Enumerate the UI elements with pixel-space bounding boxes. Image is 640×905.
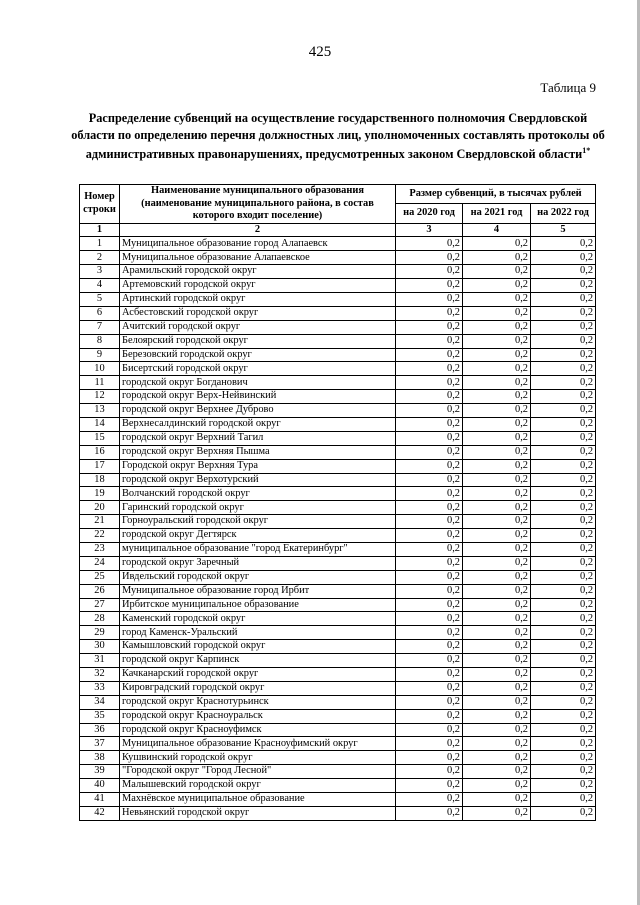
municipality-cell: Кировградский городской округ: [120, 681, 396, 695]
value-2022-cell: 0,2: [531, 251, 596, 265]
row-number-cell: 37: [80, 737, 120, 751]
row-number-cell: 28: [80, 612, 120, 626]
table-row: [80, 459, 596, 473]
page-number: 425: [308, 44, 332, 60]
value-2022-cell: 0,2: [531, 487, 596, 501]
value-2020-cell: 0,2: [396, 737, 463, 751]
header-subvention: Размер субвенций, в тысячах рублей: [396, 185, 596, 204]
table-row: [80, 529, 596, 543]
title-text: Распределение субвенций на осуществление государственного полномочия Свердловской области по определению перечня должностных лиц, уполномоченных составлять протоколы об административных правонарушениях, предусмотренных законом Свердловской области: [71, 111, 605, 162]
value-2022-cell: 0,2: [531, 348, 596, 362]
value-2021-cell: 0,2: [463, 251, 531, 265]
row-number-cell: 2: [80, 251, 120, 265]
value-2020-cell: 0,2: [396, 487, 463, 501]
row-number-cell: 31: [80, 654, 120, 668]
value-2021-cell: 0,2: [463, 390, 531, 404]
row-number-cell: 21: [80, 515, 120, 529]
value-2021-cell: 0,2: [463, 431, 531, 445]
row-number-cell: 17: [80, 459, 120, 473]
municipality-cell: Ачитский городской округ: [120, 320, 396, 334]
row-number-cell: 32: [80, 668, 120, 682]
value-2022-cell: 0,2: [531, 265, 596, 279]
row-number-cell: 6: [80, 306, 120, 320]
value-2021-cell: 0,2: [463, 459, 531, 473]
value-2021-cell: 0,2: [463, 265, 531, 279]
value-2022-cell: 0,2: [531, 417, 596, 431]
value-2020-cell: 0,2: [396, 390, 463, 404]
table-row: [80, 487, 596, 501]
table-row: [80, 501, 596, 515]
row-number-cell: 9: [80, 348, 120, 362]
table-row: [80, 445, 596, 459]
municipality-cell: Махнёвское муниципальное образование: [120, 793, 396, 807]
table-row: [80, 417, 596, 431]
value-2020-cell: 0,2: [396, 306, 463, 320]
header-year-2021: на 2021 год: [463, 204, 531, 223]
municipality-cell: Кушвинский городской округ: [120, 751, 396, 765]
municipality-cell: Арамильский городской округ: [120, 265, 396, 279]
value-2022-cell: 0,2: [531, 390, 596, 404]
column-index: 1: [80, 223, 120, 237]
row-number-cell: 39: [80, 765, 120, 779]
value-2021-cell: 0,2: [463, 237, 531, 251]
municipality-cell: "Городской округ "Город Лесной": [120, 765, 396, 779]
row-number-cell: 35: [80, 709, 120, 723]
row-number-cell: 7: [80, 320, 120, 334]
value-2022-cell: 0,2: [531, 306, 596, 320]
value-2020-cell: 0,2: [396, 431, 463, 445]
row-number-cell: 36: [80, 723, 120, 737]
value-2022-cell: 0,2: [531, 779, 596, 793]
table-row: [80, 390, 596, 404]
table-row: [80, 334, 596, 348]
row-number-cell: 16: [80, 445, 120, 459]
table-row: [80, 306, 596, 320]
table-row: [80, 654, 596, 668]
value-2021-cell: 0,2: [463, 515, 531, 529]
value-2020-cell: 0,2: [396, 584, 463, 598]
row-number-cell: 29: [80, 626, 120, 640]
value-2022-cell: 0,2: [531, 765, 596, 779]
municipality-cell: Муниципальное образование город Алапаевск: [120, 237, 396, 251]
table-row: [80, 737, 596, 751]
value-2021-cell: 0,2: [463, 376, 531, 390]
row-number-cell: 27: [80, 598, 120, 612]
value-2020-cell: 0,2: [396, 668, 463, 682]
table-row: [80, 793, 596, 807]
row-number-cell: 5: [80, 292, 120, 306]
value-2020-cell: 0,2: [396, 806, 463, 820]
row-number-cell: 3: [80, 265, 120, 279]
table-body: [80, 237, 596, 820]
municipality-cell: Белоярский городской округ: [120, 334, 396, 348]
value-2022-cell: 0,2: [531, 237, 596, 251]
value-2020-cell: 0,2: [396, 570, 463, 584]
table-row: [80, 695, 596, 709]
value-2021-cell: 0,2: [463, 306, 531, 320]
value-2021-cell: 0,2: [463, 334, 531, 348]
title-footnote: 1*: [582, 146, 591, 155]
row-number-cell: 10: [80, 362, 120, 376]
municipality-cell: Ирбитское муниципальное образование: [120, 598, 396, 612]
header-municipality: Наименование муниципального образования (наименование муниципального района, в состав которого входит поселение): [120, 185, 396, 224]
row-number-cell: 13: [80, 404, 120, 418]
row-number-cell: 24: [80, 556, 120, 570]
value-2021-cell: 0,2: [463, 793, 531, 807]
value-2020-cell: 0,2: [396, 265, 463, 279]
column-index-row: [80, 223, 596, 237]
value-2022-cell: 0,2: [531, 626, 596, 640]
value-2021-cell: 0,2: [463, 668, 531, 682]
value-2021-cell: 0,2: [463, 626, 531, 640]
table-row: [80, 709, 596, 723]
row-number-cell: 30: [80, 640, 120, 654]
table-row: [80, 473, 596, 487]
row-number-cell: 25: [80, 570, 120, 584]
value-2021-cell: 0,2: [463, 612, 531, 626]
row-number-cell: 22: [80, 529, 120, 543]
value-2021-cell: 0,2: [463, 542, 531, 556]
row-number-cell: 19: [80, 487, 120, 501]
municipality-cell: Волчанский городской округ: [120, 487, 396, 501]
table-row: [80, 806, 596, 820]
value-2020-cell: 0,2: [396, 640, 463, 654]
municipality-cell: Горноуральский городской округ: [120, 515, 396, 529]
value-2020-cell: 0,2: [396, 556, 463, 570]
value-2022-cell: 0,2: [531, 570, 596, 584]
value-2021-cell: 0,2: [463, 737, 531, 751]
value-2022-cell: 0,2: [531, 445, 596, 459]
row-number-cell: 8: [80, 334, 120, 348]
municipality-cell: Городской округ Верхняя Тура: [120, 459, 396, 473]
value-2022-cell: 0,2: [531, 320, 596, 334]
municipality-cell: Березовский городской округ: [120, 348, 396, 362]
value-2020-cell: 0,2: [396, 362, 463, 376]
value-2022-cell: 0,2: [531, 473, 596, 487]
table-row: [80, 570, 596, 584]
value-2020-cell: 0,2: [396, 681, 463, 695]
value-2021-cell: 0,2: [463, 806, 531, 820]
table-row: [80, 584, 596, 598]
value-2022-cell: 0,2: [531, 542, 596, 556]
value-2021-cell: 0,2: [463, 570, 531, 584]
value-2022-cell: 0,2: [531, 598, 596, 612]
row-number-cell: 40: [80, 779, 120, 793]
table-row: [80, 681, 596, 695]
municipality-cell: Бисертский городской округ: [120, 362, 396, 376]
municipality-cell: Ивдельский городской округ: [120, 570, 396, 584]
header-row-number: Номер строки: [80, 185, 120, 224]
value-2020-cell: 0,2: [396, 709, 463, 723]
value-2022-cell: 0,2: [531, 515, 596, 529]
value-2021-cell: 0,2: [463, 681, 531, 695]
value-2022-cell: 0,2: [531, 584, 596, 598]
table-row: [80, 376, 596, 390]
value-2020-cell: 0,2: [396, 612, 463, 626]
municipality-cell: Камышловский городской округ: [120, 640, 396, 654]
value-2020-cell: 0,2: [396, 751, 463, 765]
value-2020-cell: 0,2: [396, 404, 463, 418]
value-2022-cell: 0,2: [531, 709, 596, 723]
value-2020-cell: 0,2: [396, 779, 463, 793]
column-index: 3: [396, 223, 463, 237]
value-2022-cell: 0,2: [531, 362, 596, 376]
table-row: [80, 668, 596, 682]
value-2020-cell: 0,2: [396, 348, 463, 362]
value-2021-cell: 0,2: [463, 779, 531, 793]
value-2022-cell: 0,2: [531, 292, 596, 306]
value-2021-cell: 0,2: [463, 695, 531, 709]
table-row: [80, 598, 596, 612]
value-2020-cell: 0,2: [396, 626, 463, 640]
value-2021-cell: 0,2: [463, 404, 531, 418]
value-2021-cell: 0,2: [463, 556, 531, 570]
header-year-2020: на 2020 год: [396, 204, 463, 223]
municipality-cell: городской округ Заречный: [120, 556, 396, 570]
municipality-cell: Артемовский городской округ: [120, 279, 396, 293]
value-2020-cell: 0,2: [396, 445, 463, 459]
table-row: [80, 320, 596, 334]
value-2022-cell: 0,2: [531, 654, 596, 668]
table-row: [80, 779, 596, 793]
row-number-cell: 18: [80, 473, 120, 487]
municipality-cell: городской округ Верх-Нейвинский: [120, 390, 396, 404]
value-2020-cell: 0,2: [396, 376, 463, 390]
municipality-cell: городской округ Красноуральск: [120, 709, 396, 723]
municipality-cell: городской округ Красноуфимск: [120, 723, 396, 737]
table-row: [80, 279, 596, 293]
value-2022-cell: 0,2: [531, 793, 596, 807]
value-2021-cell: 0,2: [463, 417, 531, 431]
value-2020-cell: 0,2: [396, 251, 463, 265]
row-number-cell: 1: [80, 237, 120, 251]
value-2021-cell: 0,2: [463, 765, 531, 779]
row-number-cell: 33: [80, 681, 120, 695]
value-2022-cell: 0,2: [531, 723, 596, 737]
table-row: [80, 751, 596, 765]
value-2020-cell: 0,2: [396, 279, 463, 293]
value-2020-cell: 0,2: [396, 501, 463, 515]
municipality-cell: Гаринский городской округ: [120, 501, 396, 515]
value-2022-cell: 0,2: [531, 279, 596, 293]
row-number-cell: 11: [80, 376, 120, 390]
municipality-cell: Артинский городской округ: [120, 292, 396, 306]
row-number-cell: 12: [80, 390, 120, 404]
value-2020-cell: 0,2: [396, 529, 463, 543]
table-row: [80, 431, 596, 445]
row-number-cell: 42: [80, 806, 120, 820]
value-2022-cell: 0,2: [531, 556, 596, 570]
municipality-cell: Каменский городской округ: [120, 612, 396, 626]
column-index: 2: [120, 223, 396, 237]
table-row: [80, 292, 596, 306]
value-2021-cell: 0,2: [463, 348, 531, 362]
value-2020-cell: 0,2: [396, 723, 463, 737]
value-2022-cell: 0,2: [531, 681, 596, 695]
table-row: [80, 265, 596, 279]
table-row: [80, 362, 596, 376]
table-row: [80, 348, 596, 362]
table-row: [80, 556, 596, 570]
column-index: 5: [531, 223, 596, 237]
municipality-cell: городской округ Верхний Тагил: [120, 431, 396, 445]
table-row: [80, 404, 596, 418]
municipality-cell: Асбестовский городской округ: [120, 306, 396, 320]
value-2020-cell: 0,2: [396, 598, 463, 612]
municipality-cell: городской округ Карпинск: [120, 654, 396, 668]
value-2022-cell: 0,2: [531, 431, 596, 445]
municipality-cell: Муниципальное образование город Ирбит: [120, 584, 396, 598]
value-2020-cell: 0,2: [396, 654, 463, 668]
value-2020-cell: 0,2: [396, 237, 463, 251]
table-row: [80, 723, 596, 737]
document-title: [70, 110, 606, 163]
value-2021-cell: 0,2: [463, 598, 531, 612]
value-2021-cell: 0,2: [463, 445, 531, 459]
municipality-cell: Малышевский городской округ: [120, 779, 396, 793]
value-2020-cell: 0,2: [396, 515, 463, 529]
municipality-cell: Муниципальное образование Красноуфимский округ: [120, 737, 396, 751]
value-2022-cell: 0,2: [531, 695, 596, 709]
value-2022-cell: 0,2: [531, 334, 596, 348]
header-year-2022: на 2022 год: [531, 204, 596, 223]
row-number-cell: 38: [80, 751, 120, 765]
value-2021-cell: 0,2: [463, 654, 531, 668]
municipality-cell: городской округ Дегтярск: [120, 529, 396, 543]
value-2020-cell: 0,2: [396, 320, 463, 334]
municipality-cell: городской округ Верхотурский: [120, 473, 396, 487]
row-number-cell: 20: [80, 501, 120, 515]
table-row: [80, 237, 596, 251]
value-2022-cell: 0,2: [531, 404, 596, 418]
value-2022-cell: 0,2: [531, 459, 596, 473]
row-number-cell: 41: [80, 793, 120, 807]
municipality-cell: городской округ Краснотурьинск: [120, 695, 396, 709]
value-2020-cell: 0,2: [396, 417, 463, 431]
table-row: [80, 626, 596, 640]
row-number-cell: 14: [80, 417, 120, 431]
value-2020-cell: 0,2: [396, 765, 463, 779]
row-number-cell: 26: [80, 584, 120, 598]
value-2020-cell: 0,2: [396, 542, 463, 556]
value-2021-cell: 0,2: [463, 529, 531, 543]
value-2021-cell: 0,2: [463, 473, 531, 487]
value-2022-cell: 0,2: [531, 806, 596, 820]
subvention-table: [79, 184, 596, 821]
municipality-cell: городской округ Верхнее Дуброво: [120, 404, 396, 418]
table-row: [80, 251, 596, 265]
municipality-cell: Верхнесалдинский городской округ: [120, 417, 396, 431]
municipality-cell: Качканарский городской округ: [120, 668, 396, 682]
municipality-cell: муниципальное образование "город Екатеринбург": [120, 542, 396, 556]
value-2021-cell: 0,2: [463, 320, 531, 334]
value-2020-cell: 0,2: [396, 473, 463, 487]
value-2020-cell: 0,2: [396, 793, 463, 807]
value-2022-cell: 0,2: [531, 737, 596, 751]
value-2021-cell: 0,2: [463, 751, 531, 765]
municipality-cell: город Каменск-Уральский: [120, 626, 396, 640]
value-2020-cell: 0,2: [396, 695, 463, 709]
value-2022-cell: 0,2: [531, 640, 596, 654]
table-row: [80, 765, 596, 779]
municipality-cell: городской округ Верхняя Пышма: [120, 445, 396, 459]
municipality-cell: Муниципальное образование Алапаевское: [120, 251, 396, 265]
value-2020-cell: 0,2: [396, 334, 463, 348]
value-2021-cell: 0,2: [463, 487, 531, 501]
value-2021-cell: 0,2: [463, 501, 531, 515]
value-2022-cell: 0,2: [531, 668, 596, 682]
municipality-cell: Невьянский городской округ: [120, 806, 396, 820]
value-2022-cell: 0,2: [531, 501, 596, 515]
table-row: [80, 515, 596, 529]
table-label: Таблица 9: [540, 80, 596, 95]
row-number-cell: 34: [80, 695, 120, 709]
table-row: [80, 542, 596, 556]
value-2020-cell: 0,2: [396, 459, 463, 473]
value-2022-cell: 0,2: [531, 376, 596, 390]
value-2021-cell: 0,2: [463, 362, 531, 376]
value-2022-cell: 0,2: [531, 529, 596, 543]
value-2021-cell: 0,2: [463, 709, 531, 723]
row-number-cell: 4: [80, 279, 120, 293]
table-row: [80, 612, 596, 626]
row-number-cell: 23: [80, 542, 120, 556]
value-2022-cell: 0,2: [531, 751, 596, 765]
row-number-cell: 15: [80, 431, 120, 445]
value-2021-cell: 0,2: [463, 584, 531, 598]
municipality-cell: городской округ Богданович: [120, 376, 396, 390]
table-row: [80, 640, 596, 654]
value-2021-cell: 0,2: [463, 640, 531, 654]
value-2021-cell: 0,2: [463, 723, 531, 737]
value-2021-cell: 0,2: [463, 292, 531, 306]
value-2020-cell: 0,2: [396, 292, 463, 306]
value-2022-cell: 0,2: [531, 612, 596, 626]
value-2021-cell: 0,2: [463, 279, 531, 293]
column-index: 4: [463, 223, 531, 237]
